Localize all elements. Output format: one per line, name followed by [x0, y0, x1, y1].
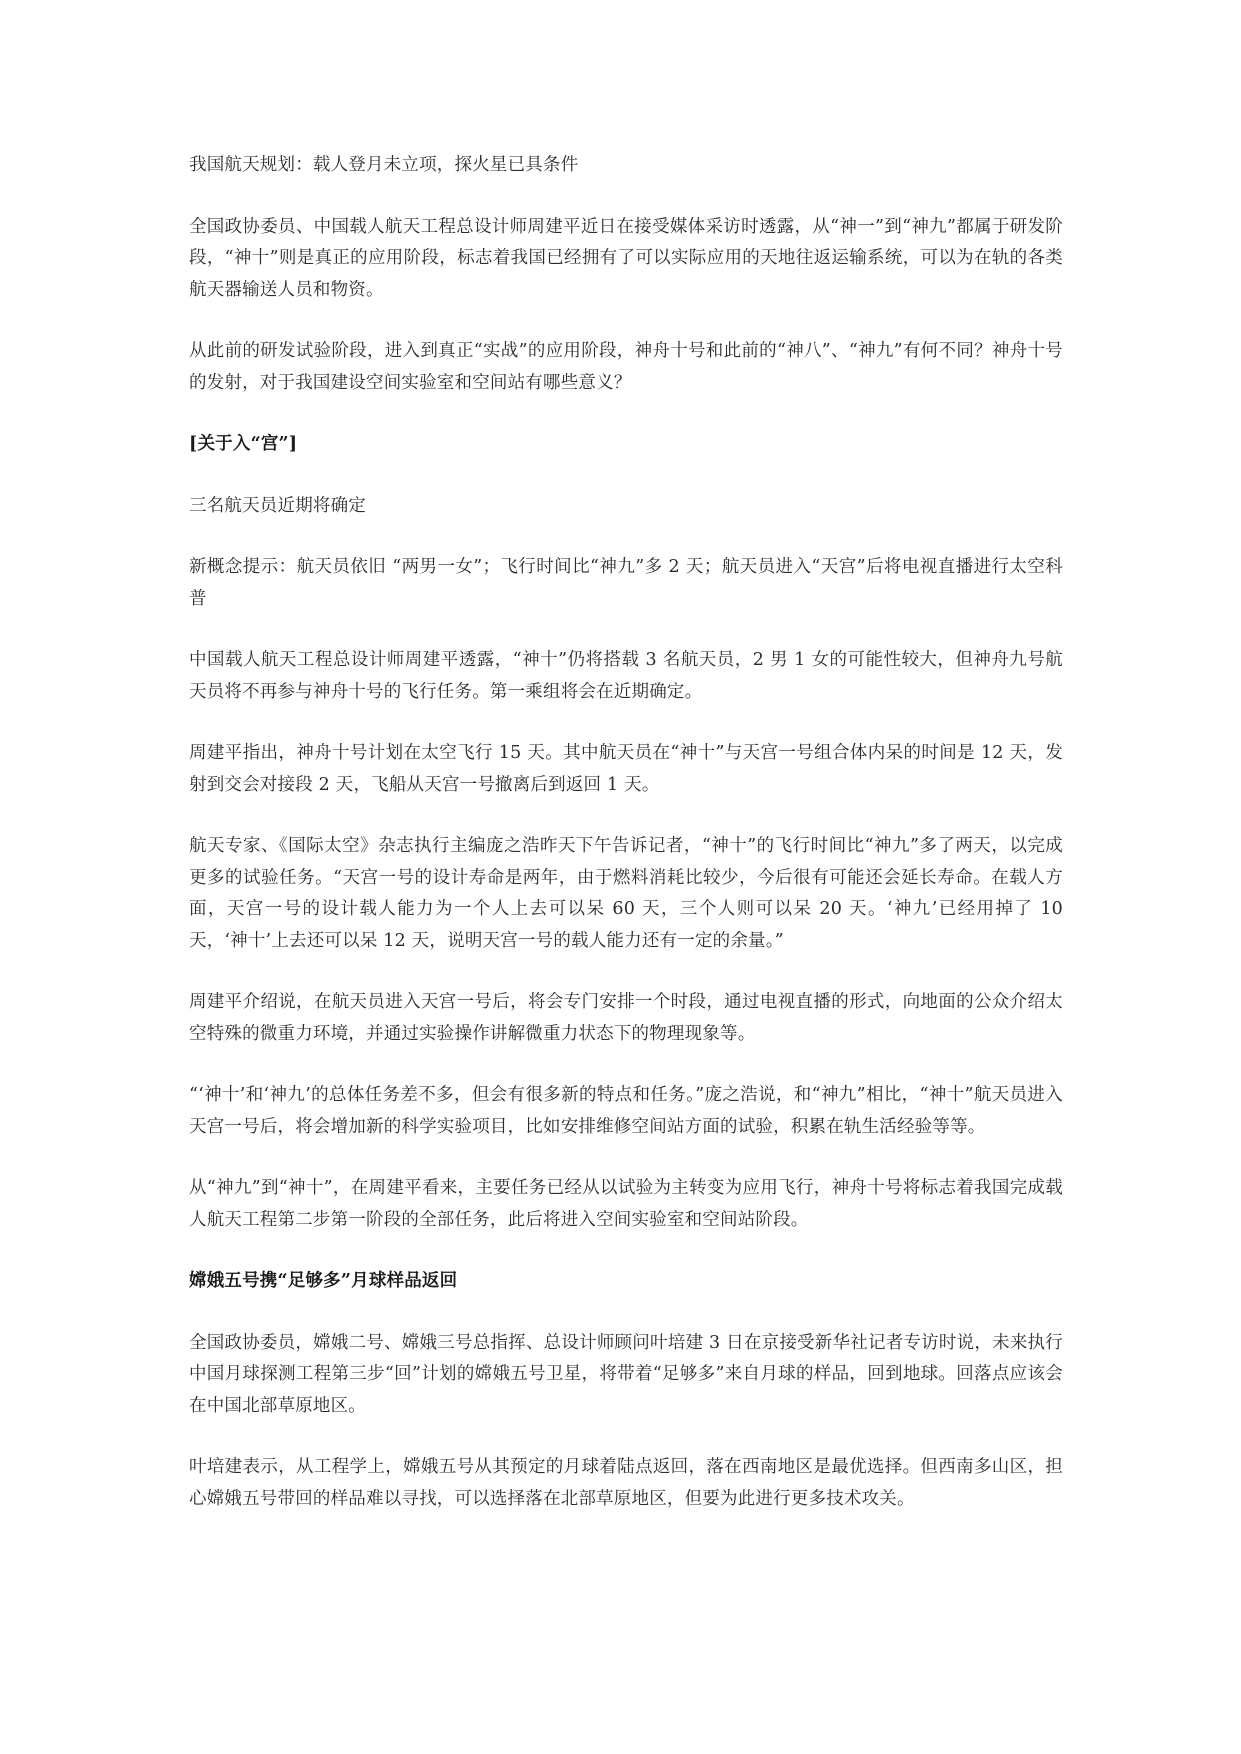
paragraph: 从此前的研发试验阶段，进入到真正“实战”的应用阶段，神舟十号和此前的“神八”、“神九”有何不同？神舟十号的发射，对于我国建设空间实验室和空间站有哪些意义？: [189, 341, 1063, 393]
section-heading-gong: [关于入“宫”]: [189, 434, 298, 454]
subheading-astronauts: 三名航天员近期将确定: [189, 495, 366, 516]
paragraph: 从“神九”到“神十”，在周建平看来，主要任务已经从以试验为主转变为应用飞行，神舟十号将标志着我国完成载人航天工程第二步第一阶段的全部任务，此后将进入空间实验室和空间站阶段。: [189, 1178, 1063, 1230]
paragraph: 周建平指出，神舟十号计划在太空飞行 15 天。其中航天员在“神十”与天宫一号组合体内呆的时间是 12 天，发射到交会对接段 2 天，飞船从天宫一号撤离后到返回 1 天。: [189, 743, 1063, 795]
paragraph: 叶培建表示，从工程学上，嫦娥五号从其预定的月球着陆点返回，落在西南地区是最优选择。但西南多山区，担心嫦娥五号带回的样品难以寻找，可以选择落在北部草原地区，但要为此进行更多技术攻关。: [189, 1457, 1063, 1509]
concept-tip: 新概念提示：航天员依旧 “两男一女”；飞行时间比“神九”多 2 天；航天员进入“天宫”后将电视直播进行太空科普: [189, 557, 1063, 609]
paragraph: “‘神十’和‘神九’的总体任务差不多，但会有很多新的特点和任务。”庞之浩说，和“神九”相比，“神十”航天员进入天宫一号后，将会增加新的科学实验项目，比如安排维修空间站方面的试验，积累在轨生活经验等等。: [189, 1085, 1063, 1137]
section-heading-change5: 嫦娥五号携“足够多”月球样品返回: [189, 1271, 458, 1291]
document-page: [189, 150, 1063, 1545]
paragraph: 航天专家、《国际太空》杂志执行主编庞之浩昨天下午告诉记者，“神十”的飞行时间比“神九”多了两天，以完成更多的试验任务。“天宫一号的设计寿命是两年，由于燃料消耗比较少，今后很有可能还会延长寿命。在载人方面，天宫一号的设计载人能力为一个人上去可以呆 60 天，三个人则可以呆 20 天。‘神九’已经用掉了 10 天，‘神十’上去还可以呆 12 天，说明天宫一号的载人能力还有一定的余量。”: [189, 836, 1063, 951]
paragraph: 周建平介绍说，在航天员进入天宫一号后，将会专门安排一个时段，通过电视直播的形式，向地面的公众介绍太空特殊的微重力环境，并通过实验操作讲解微重力状态下的物理现象等。: [189, 992, 1063, 1044]
paragraph: 全国政协委员、中国载人航天工程总设计师周建平近日在接受媒体采访时透露，从“神一”到“神九”都属于研发阶段，“神十”则是真正的应用阶段，标志着我国已经拥有了可以实际应用的天地往返运输系统，可以为在轨的各类航天器输送人员和物资。: [189, 216, 1063, 300]
paragraph: 中国载人航天工程总设计师周建平透露，“神十”仍将搭载 3 名航天员，2 男 1 女的可能性较大，但神舟九号航天员将不再参与神舟十号的飞行任务。第一乘组将会在近期确定。: [189, 650, 1063, 702]
paragraph: 全国政协委员，嫦娥二号、嫦娥三号总指挥、总设计师顾问叶培建 3 日在京接受新华社记者专访时说，未来执行中国月球探测工程第三步“回”计划的嫦娥五号卫星，将带着“足够多”来自月球的样品，回到地球。回落点应该会在中国北部草原地区。: [189, 1332, 1063, 1416]
headline-plan: 我国航天规划：载人登月未立项，探火星已具条件: [189, 155, 579, 175]
